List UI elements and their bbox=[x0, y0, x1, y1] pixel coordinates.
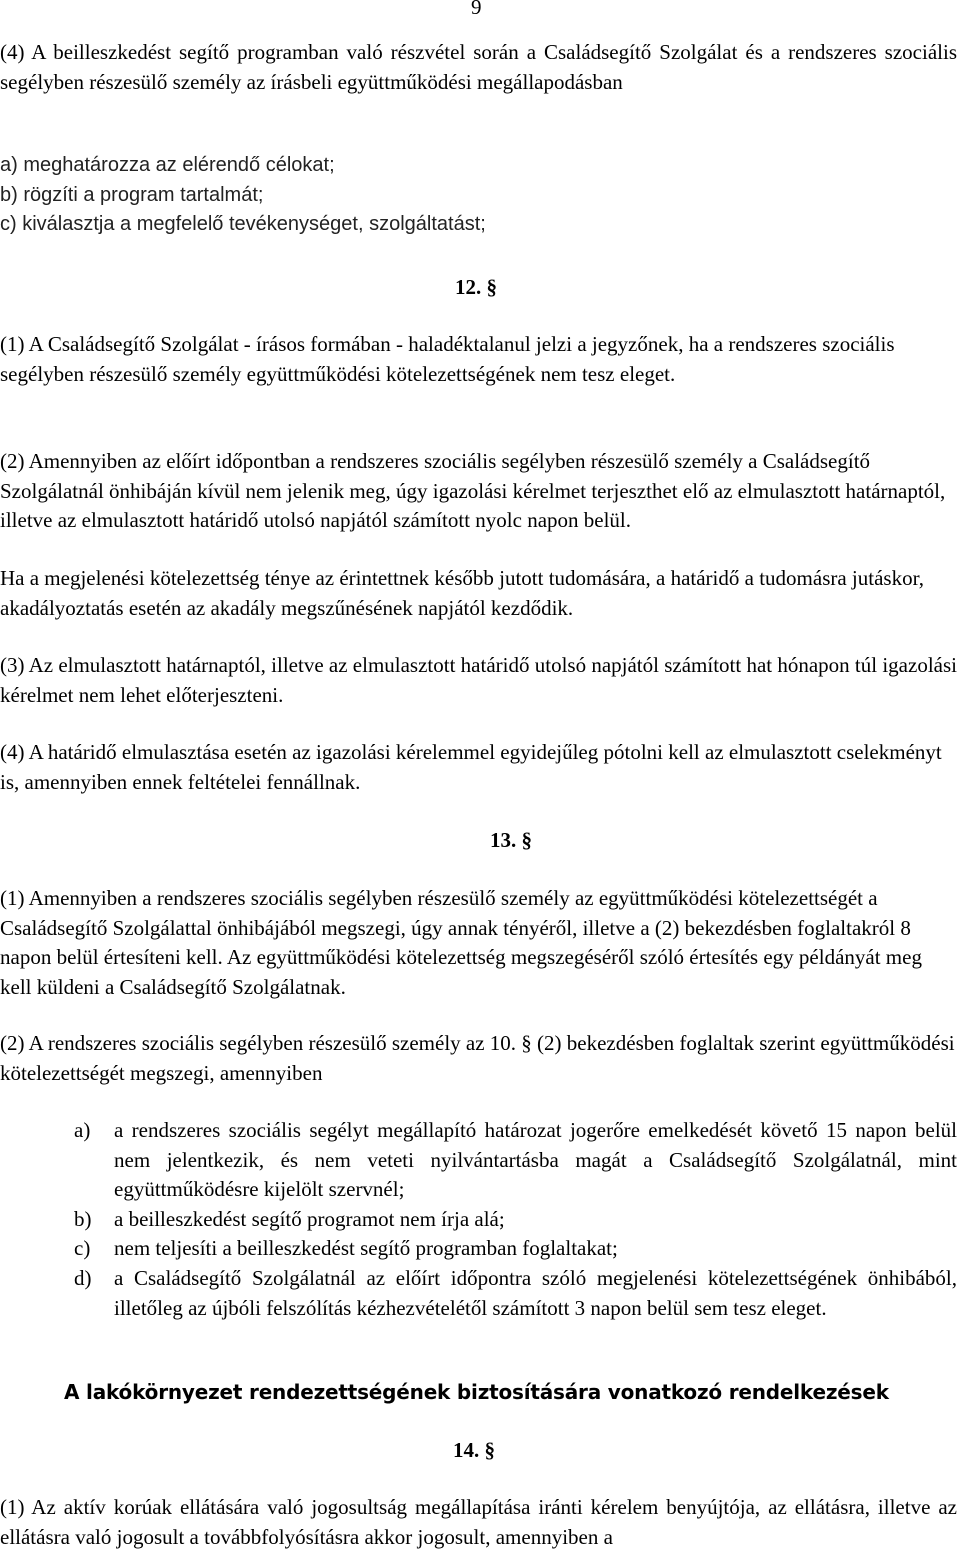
list-item bbox=[74, 1116, 957, 1205]
section-heading-12: 12. § bbox=[455, 275, 497, 299]
list-item: b) rögzíti a program tartalmát; bbox=[0, 183, 264, 206]
section-13-paragraph-1: (1) Amennyiben a rendszeres szociális segélyben részesülő személy az együttműködési kötelezettségét a Családsegítő Szolgálattal önhibájából megszegi, úgy annak tényéről, illetve a (2) bekezdésben foglaltakról 8 napon belül értesíteni kell. Az együttműködési kötelezettség megszegéséről szóló értesítés egy példányát meg kell küldeni a Családsegítő Szolgálatnak. bbox=[0, 886, 922, 999]
page-number: 9 bbox=[471, 0, 482, 19]
list-item bbox=[74, 1205, 957, 1235]
section-12-paragraph-2b: Ha a megjelenési kötelezettség ténye az érintettnek később jutott tudomására, a határidő a tudomásra jutáskor, akadályoztatás esetén az akadály megszűnésének napjától kezdődik. bbox=[0, 566, 924, 620]
list-marker: c) bbox=[74, 1236, 91, 1261]
chapter-heading: A lakókörnyezet rendezettségének biztosítására vonatkozó rendelkezések bbox=[64, 1380, 889, 1404]
section-12-paragraph-1: (1) A Családsegítő Szolgálat - írásos formában - haladéktalanul jelzi a jegyzőnek, ha a rendszeres szociális segélyben részesülő személy együttműködési kötelezettségének nem tesz eleget. bbox=[0, 332, 895, 386]
list-item bbox=[74, 1264, 957, 1323]
section-13-paragraph-2: (2) A rendszeres szociális segélyben részesülő személy az 10. § (2) bekezdésben foglaltak szerint együttműködési kötelezettségét megszegi, amennyiben bbox=[0, 1031, 955, 1085]
section-heading-13: 13. § bbox=[490, 828, 532, 852]
paragraph-4-intro: (4) A beilleszkedést segítő programban való részvétel során a Családsegítő Szolgálat és a rendszeres szociális segélyben részesülő személy az írásbeli együttműködési megállapodásban bbox=[0, 40, 957, 94]
section-12-paragraph-3: (3) Az elmulasztott határnaptól, illetve az elmulasztott határidő utolsó napjától számított hat hónapon túl igazolási kérelmet nem lehet előterjeszteni. bbox=[0, 653, 957, 707]
list-marker: d) bbox=[74, 1265, 92, 1290]
list-item bbox=[74, 1234, 957, 1264]
section-14-paragraph-1: (1) Az aktív korúak ellátására való jogosultság megállapítása iránti kérelem benyújtója, az ellátásra, illetve az ellátásra való jogosult a továbbfolyósításra akkor jogosult, amennyiben a bbox=[0, 1495, 957, 1549]
section-heading-14: 14. § bbox=[453, 1438, 495, 1462]
list-item-text: a rendszeres szociális segélyt megállapító határozat jogerőre emelkedését követő 15 napon belül nem jelentkezik, és nem veteti nyilvántartásba magát a Családsegítő Szolgálatnál, mint együttműködésre kijelölt szervnél; bbox=[114, 1118, 957, 1202]
list-item-text: a Családsegítő Szolgálatnál az előírt időpontra szóló megjelenési kötelezettségének önhibából, illetőleg az újbóli felszólítás kézhezvételétől számított 3 napon belül sem tesz eleget. bbox=[114, 1265, 957, 1320]
section-12-paragraph-2: (2) Amennyiben az előírt időpontban a rendszeres szociális segélyben részesülő személy a Családsegítő Szolgálatnál önhibáján kívül nem jelenik meg, úgy igazolási kérelmet terjeszthet elő az elmulasztott határnaptól, illetve az elmulasztott határidő utolsó napjától számított nyolc napon belül. bbox=[0, 449, 946, 533]
list-item: a) meghatározza az elérendő célokat; bbox=[0, 154, 335, 176]
simple-list bbox=[0, 151, 486, 240]
list-item-text: a beilleszkedést segítő programot nem írja alá; bbox=[114, 1206, 505, 1231]
list-item-text: nem teljesíti a beilleszkedést segítő programban foglaltakat; bbox=[114, 1236, 618, 1261]
list-marker: a) bbox=[74, 1118, 91, 1142]
section-12-paragraph-4: (4) A határidő elmulasztása esetén az igazolási kérelemmel egyidejűleg pótolni kell az elmulasztott cselekményt is, amennyiben ennek feltételei fennállnak. bbox=[0, 740, 942, 794]
section-13-list bbox=[74, 1116, 957, 1323]
list-item: c) kiválasztja a megfelelő tevékenységet, szolgáltatást; bbox=[0, 213, 486, 236]
list-marker: b) bbox=[74, 1206, 92, 1231]
